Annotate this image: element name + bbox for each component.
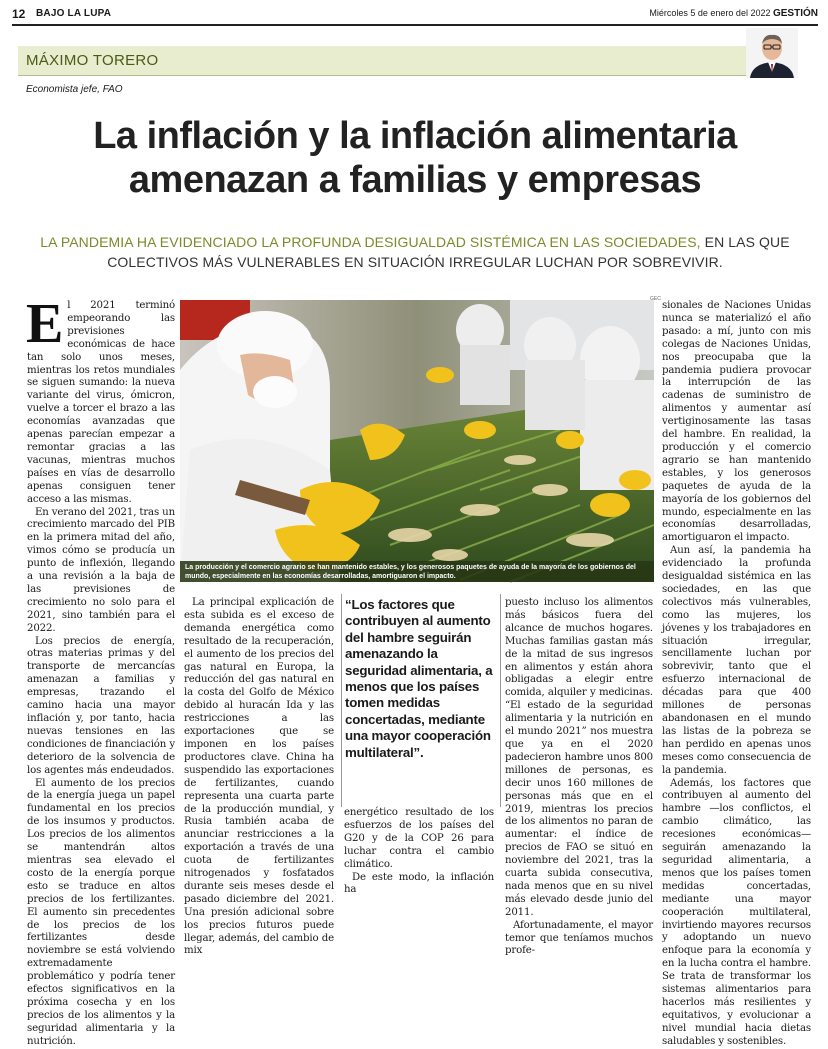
author-name: MÁXIMO TORERO: [26, 52, 159, 69]
paragraph: Los precios de energía, otras materias primas y del transporte de mercancías amenazan a familias y empresas, trazando el camino hacia una mayor inflación y, por tanto, hacia nuevas tensiones en las condiciones de financiación y deterioro de la solvencia de los agentes más endeudados.: [27, 635, 175, 776]
paragraph: El aumento de los precios de la energía juega un papel fundamental en los precios de los insumos y productos. Los precios de los alimentos se mantendrán altos mientras sea elevado el costo de la energía porque esto se traduce en altos precios de los fertilizantes. El aumento sin precedentes de los precios de los fertilizantes desde noviembre se está volviendo extremadamente problemático y podría tener efectos significativos en la próxima cosecha y en los precios de los alimentos y la seguridad alimentaria y la nutrición.: [27, 777, 175, 1047]
article-column-4: [505, 597, 653, 958]
page-number: 12: [12, 7, 26, 21]
article-deck: [30, 232, 800, 272]
drop-cap: E: [26, 293, 64, 355]
deck-rest: EN LAS QUE COLECTIVOS MÁS VULNERABLES EN SITUACIÓN IRREGULAR LUCHAN POR SOBREVIVIR.: [107, 234, 790, 270]
masthead: [12, 6, 818, 24]
dateline: [649, 8, 818, 19]
issue-date: Miércoles 5 de enero del 2022: [649, 8, 771, 18]
article-column-1: [26, 293, 175, 1049]
pull-quote: “Los factores que contribuyen al aumento del hambre seguirán amenazando la seguridad alimentaria, a menos que los países tomen medidas concertadas, mediante una mayor cooperación multilateral”.: [345, 597, 493, 760]
paragraph: energético resultado de los esfuerzos de los países del G20 y de la COP 26 para luchar contra el cambio climático.: [344, 807, 494, 870]
author-role: Economista jefe, FAO: [26, 84, 123, 95]
paragraph: l 2021 terminó empeorando las previsiones económicas de hace tan solo unos meses, mientras los retos mundiales se siguen sumando: la nueva variante del virus, ómicron, vuelve a torcer el brazo a las economías avanzadas que apenas parecían empezar a remontar gracias a las vacunas, mientras muchos países en vías de desarrollo apenas consiguen tener acceso a las mismas.: [27, 300, 175, 505]
article-column-5: [662, 300, 811, 1049]
masthead-rule: [12, 24, 818, 26]
author-portrait: [746, 28, 798, 78]
section-name: BAJO LA LUPA: [36, 8, 112, 19]
paragraph: Afortunadamente, el mayor temor que teníamos muchos profe-: [505, 919, 653, 957]
paragraph: puesto incluso los alimentos más básicos fuera del alcance de muchos hogares. Muchas familias gastan más de la mitad de sus ingresos en alimentos y están ahora obligadas a elegir entre comida, alquiler y medicinas. “El estado de la seguridad alimentaria y la nutrición en el mundo 2021” nos muestra que ya en el 2020 padecieron hambre unos 800 millones de personas, es decir unos 160 millones de personas más que en el 2019, mientras los precios de los alimentos no paran de aumentar: el índice de precios de FAO se situó en noviembre del 2021, tras la cuarta subida consecutiva, nada menos que en su nivel más elevado desde junio del 2011.: [505, 597, 653, 918]
paragraph: La principal explicación de esta subida es el exceso de demanda energética como resultado de la recuperación, el aumento de los precios del gas natural en Europa, la reducción del gas natural en la costa del Golfo de México debido al huracán Ida y las restricciones a las exportaciones que se imponen en los países productores clave. China ha suspendido las exportaciones de fertilizantes, cuando representa una cuarta parte de la producción mundial, y Rusia también acaba de anunciar restricciones a la exportación a través de una cuota de fertilizantes nitrogenados y fosfatados durante seis meses desde el pasado diciembre del 2021. Una presión adicional sobre los precios futuros puede llegar, además, del cambio de mix: [184, 597, 334, 957]
article-photo: [180, 300, 654, 582]
paragraph: De este modo, la inflación ha: [344, 871, 494, 896]
paragraph: sionales de Naciones Unidas nunca se materializó el año pasado: a mí, junto con mis colegas de Naciones Unidas, nos preocupaba que la pandemia pudiera provocar la interrupción de las cadenas de suministro de alimentos y aumentar así vertiginosamente las tasas del hambre. En realidad, la producción y el comercio agrario se han mantenido estables, y los generosos paquetes de ayuda de la mayoría de los gobiernos del mundo, especialmente en las economías desarrolladas, amortiguaron el impacto.: [662, 300, 811, 544]
author-bar: [18, 46, 748, 76]
publication-name: GESTIÓN: [772, 8, 818, 19]
paragraph: En verano del 2021, tras un crecimiento marcado del PIB en la primera mitad del año, vimos cómo se producía un punto de inflexión, llegando a una revisión a la baja de las previsiones de crecimiento no solo para el 2021, sino también para el 2022.: [27, 506, 175, 634]
paragraph: Además, los factores que contribuyen al aumento del hambre —los conflictos, el cambio climático, las recesiones económicas— seguirán amenazando la seguridad alimentaria, a menos que los países tomen medidas concertadas, mediante una mayor cooperación multilateral, invirtiendo mayores recursos y adoptando un nuevo enfoque para la economía y en la lucha contra el hambre. Se trata de transformar los sistemas alimentarios para hacerlos más resilientes y equitativos, y evolucionar a nivel mundial hacia dietas saludables y sostenibles.: [662, 777, 811, 1047]
photo-credit: GEC: [650, 296, 661, 302]
paragraph: Aun así, la pandemia ha evidenciado la profunda desigualdad sistémica en las sociedades, en las que colectivos más vulnerables, como las mujeres, los jóvenes y los trabajadores en situación irregular, sencillamente luchan por sobrevivir, tanto que el esfuerzo internacional de décadas para que 400 millones de personas abandonasen en el mundo las listas de la pobreza se han perdido en apenas unos meses como consecuencia de la pandemia.: [662, 545, 811, 776]
article-column-2: [184, 597, 334, 958]
photo-caption: La producción y el comercio agrario se han mantenido estables, y los generosos paquetes de ayuda de la mayoría de los gobiernos del mundo, especialmente en las economías desarrolladas, amortiguaron el impacto.: [180, 561, 654, 582]
article-title: La inflación y la inflación alimentaria amenazan a familias y empresas: [93, 115, 737, 201]
deck-highlight: LA PANDEMIA HA EVIDENCIADO LA PROFUNDA DESIGUALDAD SISTÉMICA EN LAS SOCIEDADES,: [40, 234, 701, 250]
pullquote-rule-left: [341, 594, 342, 807]
pullquote-rule-right: [500, 594, 501, 807]
article-column-3: [344, 807, 494, 897]
